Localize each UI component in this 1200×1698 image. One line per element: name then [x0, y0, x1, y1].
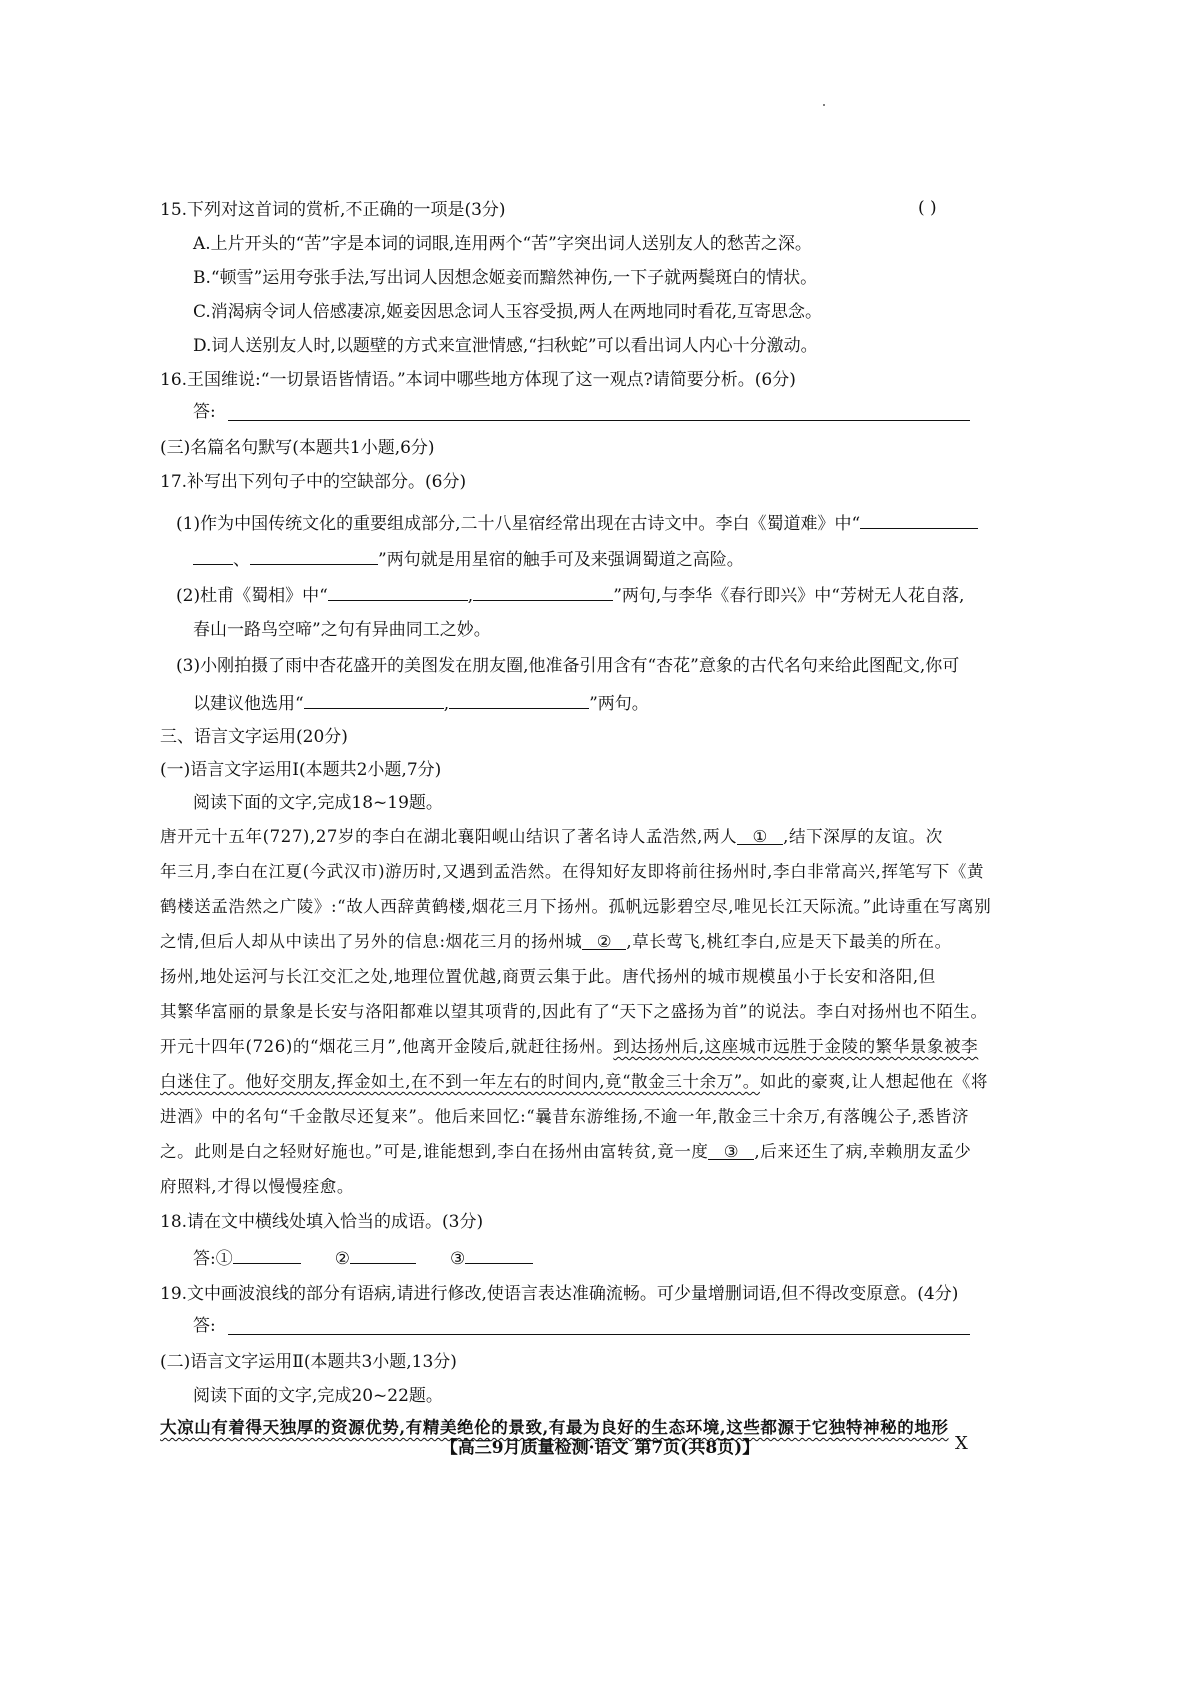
passage1-blank-1[interactable]: [737, 825, 783, 845]
passage1-wavy-2: 白迷住了。他好交朋友,挥金如土,在不到一年左右的时间内,竟“散金三十余万”。: [160, 1072, 760, 1091]
passage1-line1: [160, 825, 943, 849]
q18-answer-label: 答:: [193, 1249, 216, 1269]
passage1-wavy-1: 到达扬州后,这座城市远胜于金陵的繁华景象被李: [613, 1037, 979, 1056]
subsection-1-header: (一)语言文字运用Ⅰ(本题共2小题,7分): [160, 760, 442, 780]
passage1-line10-b: ,后来还生了病,幸赖朋友孟少: [754, 1142, 972, 1161]
q17-part3-line2: [193, 690, 649, 716]
q17-blank-4[interactable]: [473, 582, 613, 601]
passage1-line3: 鹤楼送孟浩然之广陵》:“故人西辞黄鹤楼,烟花三月下扬州。孤帆远影碧空尽,唯见长江天际流。”此诗重在写离别: [160, 897, 992, 916]
page-footer: 【高三9月质量检测·语文 第7页(共8页)】: [440, 1438, 760, 1458]
q17-part1-text-b: ”两句就是用星宿的触手可及来强调蜀道之高险。: [378, 550, 744, 570]
passage1-line5: 扬州,地处运河与长江交汇之处,地理位置优越,商贾云集于此。唐代扬州的城市规模虽小于长安和洛阳,但: [160, 967, 936, 986]
subsection-2-header: (二)语言文字运用Ⅱ(本题共3小题,13分): [160, 1352, 457, 1372]
q16-answer-label: 答:: [193, 402, 216, 422]
q17-blank-1b[interactable]: [193, 546, 233, 565]
passage1-line4: [160, 930, 952, 954]
q15-stem: 15.下列对这首词的赏析,不正确的一项是(3分): [160, 200, 506, 220]
passage1-line2: 年三月,李白在江夏(今武汉市)游历时,又遇到孟浩然。在得知好友即将前往扬州时,李白非常高兴,挥笔写下《黄: [160, 862, 985, 881]
footer-mark: X: [955, 1433, 968, 1454]
q18-marker-3: ③: [449, 1249, 466, 1269]
q19-answer-line[interactable]: [228, 1334, 970, 1335]
q15-option-d: D.词人送别友人时,以题壁的方式来宣泄情感,“扫秋蛇”可以看出词人内心十分激动。: [193, 336, 818, 356]
scan-speck: [823, 104, 825, 106]
q17-part1-comma: 、: [233, 550, 250, 570]
passage1-line6: 其繁华富丽的景象是长安与洛阳都难以望其项背的,因此有了“天下之盛扬为首”的说法。李白对扬州也不陌生。: [160, 1002, 988, 1021]
blank-marker-1: ①: [752, 827, 768, 846]
q19-stem: 19.文中画波浪线的部分有语病,请进行修改,使语言表达准确流畅。可少量增删词语,但不得改变原意。(4分): [160, 1284, 959, 1304]
passage1-line4-b: ,草长莺飞,桃红李白,应是天下最美的所在。: [626, 932, 952, 951]
passage1-blank-2[interactable]: [582, 930, 626, 950]
q17-part2-text-b: ”两句,与李华《春行即兴》中“芳树无人花自落,: [613, 586, 965, 606]
q17-part1-line2: [193, 546, 744, 572]
q17-stem: 17.补写出下列句子中的空缺部分。(6分): [160, 472, 467, 492]
q18-answer-row: [193, 1245, 533, 1271]
q15-answer-paren[interactable]: ( ): [918, 198, 937, 218]
blank-marker-2: ②: [596, 932, 613, 951]
q17-part3-text-b: 以建议他选用“: [193, 694, 304, 714]
passage1-line9: 进酒》中的名句“千金散尽还复来”。他后来回忆:“曩昔东游维扬,不逾一年,散金三十余万,有落魄公子,悉皆济: [160, 1107, 970, 1126]
section-3-header: (三)名篇名句默写(本题共1小题,6分): [160, 438, 435, 458]
part-3-header: 三、语言文字运用(20分): [160, 727, 348, 747]
q17-part1-text-a: (1)作为中国传统文化的重要组成部分,二十八星宿经常出现在古诗文中。李白《蜀道难》中“: [176, 514, 861, 534]
q16-answer-line[interactable]: [228, 420, 970, 421]
q17-part2-line1: [176, 582, 964, 608]
passage2-wavy-text: 大凉山有着得天独厚的资源优势,有精美绝伦的景致,有最为良好的生态环境,这些都源于它独特神秘的地形: [160, 1418, 949, 1437]
q15-option-c: C.消渴病令词人倍感凄凉,姬妾因思念词人玉容受损,两人在两地同时看花,互寄思念。: [193, 302, 823, 322]
q18-marker-2: ②: [334, 1249, 350, 1269]
passage1-line10: [160, 1140, 971, 1164]
q17-part3-line1: (3)小刚拍摄了雨中杏花盛开的美图发在朋友圈,他准备引用含有“杏花”意象的古代名句来给此图配文,你可: [176, 656, 960, 676]
q15-option-b: B.“顿雪”运用夸张手法,写出词人因想念姬妾而黯然神伤,一下子就两鬓斑白的情状。: [193, 268, 818, 288]
q18-marker-1: ①: [215, 1249, 233, 1269]
q19-answer-label: 答:: [193, 1316, 216, 1336]
passage1-line1-b: ,结下深厚的友谊。次: [783, 827, 943, 846]
q17-part3-text-c: ”两句。: [589, 694, 649, 714]
q17-part2-comma: ,: [467, 586, 474, 606]
passage1-line7-a: 开元十四年(726)的“烟花三月”,他离开金陵后,就赶往扬州。: [160, 1037, 614, 1056]
q17-part2-text-a: (2)杜甫《蜀相》中“: [176, 586, 328, 606]
q16-stem: 16.王国维说:“一切景语皆情语。”本词中哪些地方体现了这一观点?请简要分析。(6分): [160, 370, 796, 390]
q18-blank-3[interactable]: [465, 1245, 533, 1264]
passage1-line4-a: 之情,但后人却从中读出了另外的信息:烟花三月的扬州城: [160, 932, 583, 951]
passage1-line8: [160, 1070, 988, 1094]
passage1-line8-b: 如此的豪爽,让人想起他在《将: [759, 1072, 989, 1091]
blank-marker-3: ③: [723, 1142, 740, 1161]
q17-part2-line2: 春山一路鸟空啼”之句有异曲同工之妙。: [193, 620, 491, 640]
q17-part3-comma: ,: [443, 694, 450, 714]
q15-option-a: A.上片开头的“苦”字是本词的词眼,连用两个“苦”字突出词人送别友人的愁苦之深。: [193, 234, 812, 254]
passage1-line1-a: 唐开元十五年(727),27岁的李白在湖北襄阳岘山结识了著名诗人孟浩然,两人: [160, 827, 738, 846]
q18-stem: 18.请在文中横线处填入恰当的成语。(3分): [160, 1212, 484, 1232]
reading-instruction-1: 阅读下面的文字,完成18~19题。: [193, 793, 443, 813]
q17-blank-3[interactable]: [328, 582, 468, 601]
q18-blank-1[interactable]: [233, 1245, 301, 1264]
q18-blank-2[interactable]: [350, 1245, 416, 1264]
q17-blank-1[interactable]: [860, 510, 978, 529]
q17-blank-2[interactable]: [250, 546, 378, 565]
reading-instruction-2: 阅读下面的文字,完成20~22题。: [193, 1386, 443, 1406]
passage1-line7: [160, 1035, 978, 1059]
passage1-line10-a: 之。此则是白之轻财好施也。”可是,谁能想到,李白在扬州由富转贫,竟一度: [160, 1142, 709, 1161]
passage1-line11: 府照料,才得以慢慢痊愈。: [160, 1177, 354, 1196]
q17-blank-6[interactable]: [449, 690, 589, 709]
q17-blank-5[interactable]: [304, 690, 444, 709]
q17-part1-line1: [176, 510, 978, 536]
passage1-blank-3[interactable]: [708, 1140, 754, 1160]
